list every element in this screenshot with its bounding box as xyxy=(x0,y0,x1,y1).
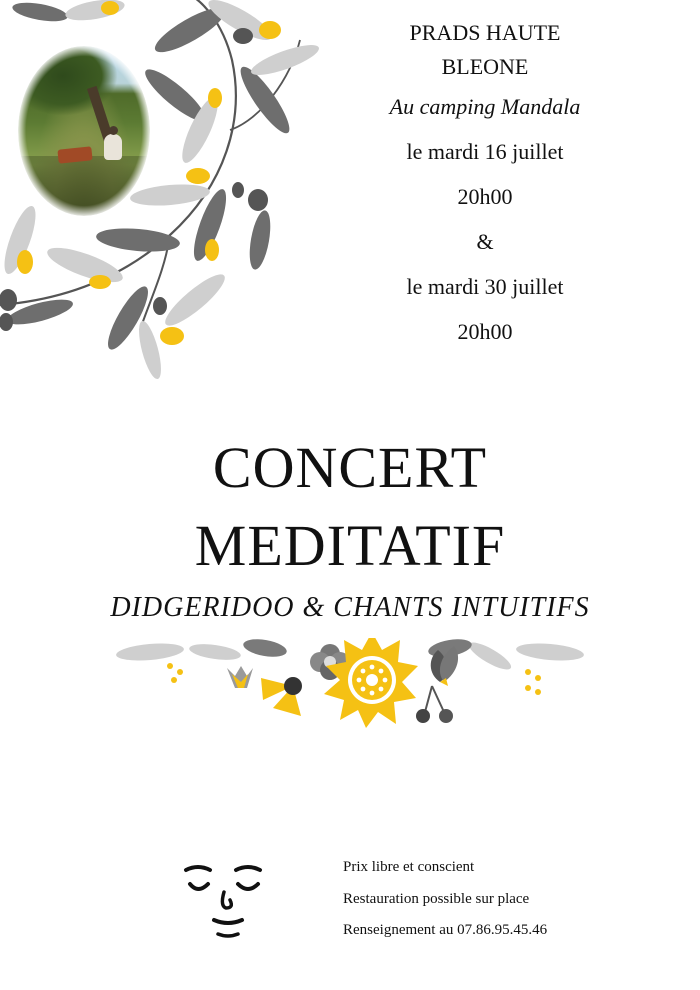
meditation-photo xyxy=(18,46,150,216)
subtitle: DIDGERIDOO & CHANTS INTUITIFS xyxy=(110,592,590,623)
price-info: Prix libre et conscient xyxy=(343,859,475,875)
event-info xyxy=(340,16,630,354)
date-1: le mardi 16 juillet xyxy=(406,139,564,164)
venue: Au camping Mandala xyxy=(389,94,581,119)
title-line-1: CONCERT xyxy=(212,435,488,500)
title-line-2: MEDITATIF xyxy=(194,513,506,578)
location-line-2: BLEONE xyxy=(441,54,529,79)
time-2: 20h00 xyxy=(457,319,513,344)
food-info: Restauration possible sur place xyxy=(343,890,530,907)
location-line-1: PRADS HAUTE xyxy=(409,20,561,45)
event-details xyxy=(343,852,547,947)
meditating-face-icon xyxy=(178,862,268,942)
date-separator: & xyxy=(476,229,494,254)
contact-info: Renseignement au 07.86.95.45.46 xyxy=(343,922,548,938)
date-2: le mardi 30 juillet xyxy=(406,274,564,299)
time-1: 20h00 xyxy=(457,184,513,209)
floral-divider xyxy=(110,638,590,738)
